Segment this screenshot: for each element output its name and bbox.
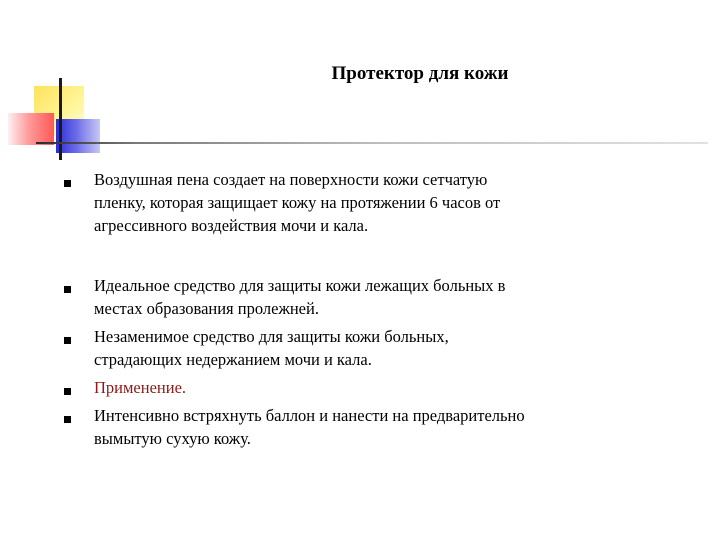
bullet-text (94, 274, 704, 320)
bullet-square (64, 416, 71, 423)
bullet-line: агрессивного воздействия мочи и кала. (94, 216, 369, 235)
bullet-line: Идеальное средство для защиты кожи лежащих больных в (94, 276, 506, 295)
decor-vertical-line (59, 78, 62, 160)
bullet-text (94, 325, 704, 371)
bullet-text (94, 404, 704, 450)
bullet-line: Незаменимое средство для защиты кожи больных, (94, 327, 449, 346)
bullet-text (94, 168, 704, 237)
decor-red-square (8, 113, 54, 145)
bullet-line: Интенсивно встряхнуть баллон и нанести на предварительно (94, 406, 525, 425)
bullet-square (64, 286, 71, 293)
bullet-text-accent (94, 376, 704, 399)
bullet-line: пленку, которая защищает кожу на протяжении 6 часов от (94, 193, 501, 212)
bullet-line: местах образования пролежней. (94, 299, 319, 318)
bullet-square (64, 180, 71, 187)
bullet-line: Воздушная пена создает на поверхности кожи сетчатую (94, 170, 488, 189)
bullet-square (64, 388, 71, 395)
title-underline (36, 142, 708, 144)
bullet-line: страдающих недержанием мочи и кала. (94, 350, 372, 369)
bullet-square (64, 337, 71, 344)
bullet-line: вымытую сухую кожу. (94, 429, 251, 448)
slide-title: Протектор для кожи (331, 63, 509, 84)
decor-blue-square (56, 119, 100, 153)
bullet-line: Применение. (94, 378, 187, 397)
